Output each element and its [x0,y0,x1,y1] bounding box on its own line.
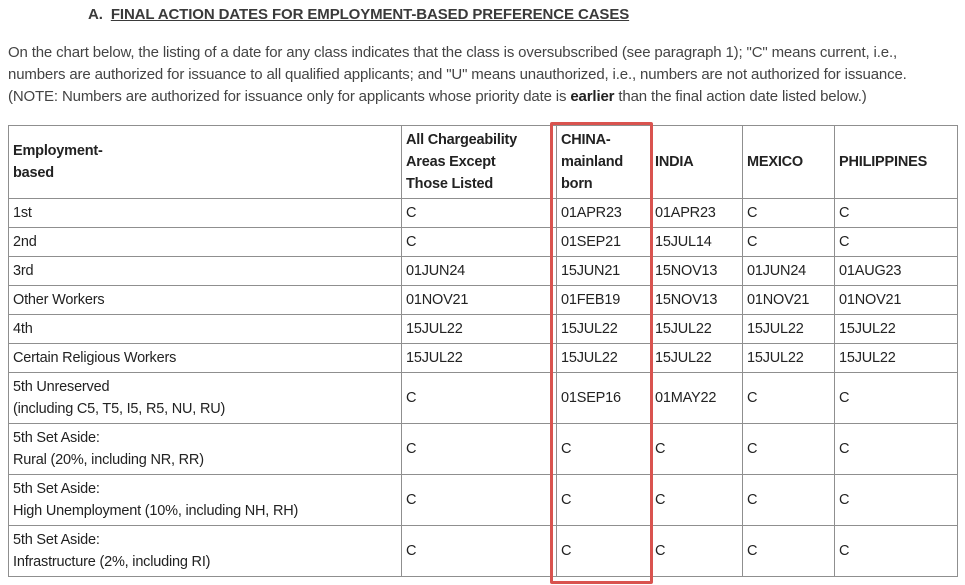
date-cell: C [402,228,557,257]
table-row [9,344,958,373]
table-header-row [9,126,958,199]
intro-text-bold: earlier [570,88,615,105]
date-cell: 15JUL22 [557,344,651,373]
date-cell: C [402,526,557,577]
row-category-cell: 3rd [9,257,402,286]
date-cell: 01JUN24 [402,257,557,286]
header-all-chargeability: All Chargeability Areas Except Those Listed [402,126,557,199]
date-cell: C [402,424,557,475]
date-cell: 15JUL14 [651,228,743,257]
date-cell: 15JUL22 [402,315,557,344]
date-cell: 01JUN24 [743,257,835,286]
date-cell: 01MAY22 [651,373,743,424]
date-cell: 01NOV21 [743,286,835,315]
table-row [9,475,958,526]
table-row [9,373,958,424]
date-cell: 15JUN21 [557,257,651,286]
date-cell: C [835,228,958,257]
date-cell: 01APR23 [557,199,651,228]
table-row [9,199,958,228]
date-cell: C [402,475,557,526]
section-heading [88,6,629,23]
date-cell: 15JUL22 [835,315,958,344]
date-cell: C [743,199,835,228]
table-row [9,286,958,315]
date-cell: C [835,475,958,526]
table-row [9,315,958,344]
row-category-cell: 2nd [9,228,402,257]
header-china: CHINA- mainland born [557,126,651,199]
row-category-cell: 5th Set Aside: Infrastructure (2%, including RI) [9,526,402,577]
date-cell: 15JUL22 [651,344,743,373]
intro-text-part2: than the final action date listed below.) [614,88,867,105]
intro-text-part1: On the chart below, the listing of a date for any class indicates that the class is oversubscribed (see paragraph 1); "C" means current, i.e., numbers are authorized for issuance to all qualified applicants; and "U" means unauthorized, i.e., numbers are not authorized for issuance. (NOTE: Numbers are authorized for issuance only for applicants whose priority date is [8,44,907,105]
date-cell: C [835,526,958,577]
header-employment-based: Employment- based [9,126,402,199]
row-category-cell: 5th Unreserved (including C5, T5, I5, R5, NU, RU) [9,373,402,424]
date-cell: 15JUL22 [835,344,958,373]
date-cell: C [557,526,651,577]
date-cell: C [651,526,743,577]
date-cell: C [835,373,958,424]
date-cell: 15JUL22 [557,315,651,344]
date-cell: C [651,424,743,475]
date-cell: C [651,475,743,526]
row-category-cell: Certain Religious Workers [9,344,402,373]
date-cell: C [402,199,557,228]
section-title: FINAL ACTION DATES FOR EMPLOYMENT-BASED PREFERENCE CASES [110,6,630,23]
section-number: A. [88,6,103,23]
date-cell: C [743,228,835,257]
date-cell: C [402,373,557,424]
header-mexico: MEXICO [743,126,835,199]
date-cell: C [557,424,651,475]
table-row [9,228,958,257]
date-cell: 01AUG23 [835,257,958,286]
row-category-cell: 4th [9,315,402,344]
date-cell: 15NOV13 [651,286,743,315]
date-cell: 01SEP16 [557,373,651,424]
date-cell: C [557,475,651,526]
date-cell: C [743,526,835,577]
row-category-cell: 1st [9,199,402,228]
date-cell: 01NOV21 [402,286,557,315]
table-row [9,424,958,475]
intro-paragraph [8,42,958,108]
date-cell: C [743,373,835,424]
date-cell: 01APR23 [651,199,743,228]
date-cell: 15NOV13 [651,257,743,286]
date-cell: C [835,424,958,475]
final-action-dates-table [8,125,958,577]
header-india: INDIA [651,126,743,199]
date-cell: C [743,424,835,475]
row-category-cell: 5th Set Aside: Rural (20%, including NR, RR) [9,424,402,475]
date-cell: 15JUL22 [743,344,835,373]
date-cell: 01FEB19 [557,286,651,315]
date-cell: 01SEP21 [557,228,651,257]
date-cell: 01NOV21 [835,286,958,315]
table-row [9,526,958,577]
date-cell: 15JUL22 [651,315,743,344]
date-cell: 15JUL22 [402,344,557,373]
table-body [9,199,958,577]
row-category-cell: Other Workers [9,286,402,315]
row-category-cell: 5th Set Aside: High Unemployment (10%, including NH, RH) [9,475,402,526]
table-row [9,257,958,286]
header-philippines: PHILIPPINES [835,126,958,199]
date-cell: C [835,199,958,228]
date-cell: 15JUL22 [743,315,835,344]
date-cell: C [743,475,835,526]
